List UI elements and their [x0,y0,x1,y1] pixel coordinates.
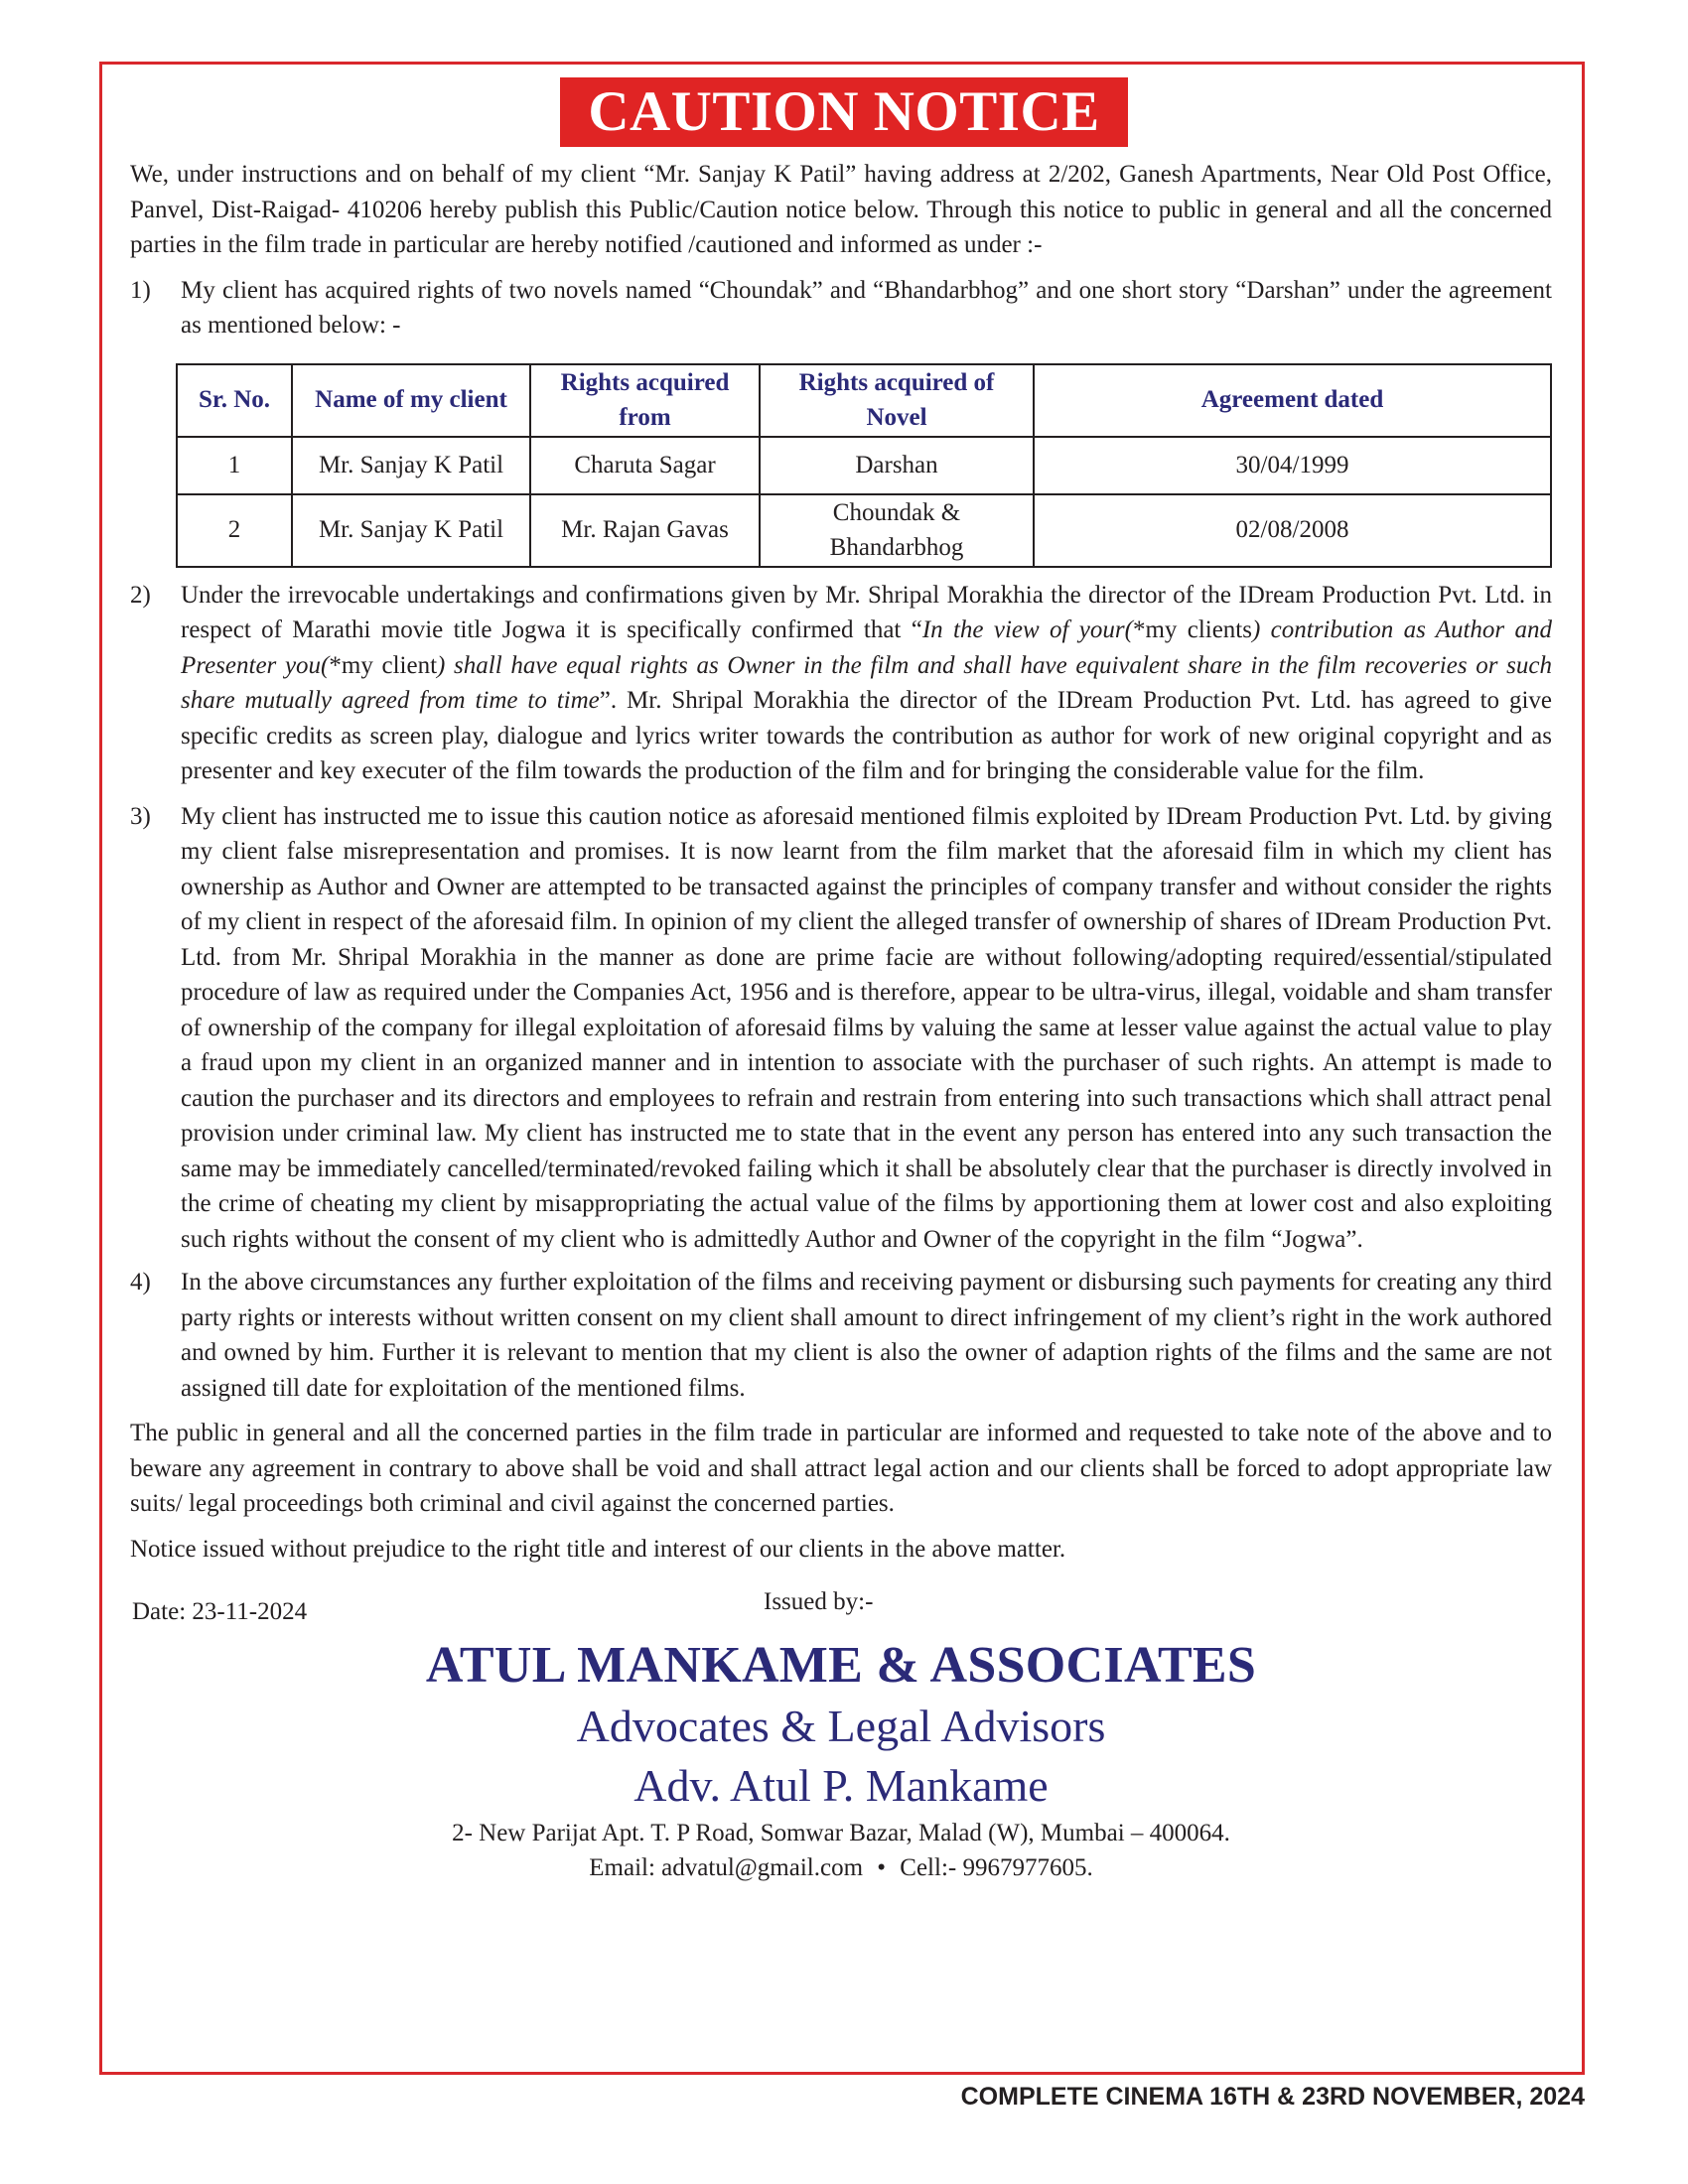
signature-header [130,1584,1552,1639]
cell-client-name: Mr. Sanjay K Patil [292,437,530,494]
table-header-row [177,364,1551,437]
notice-date: Date: 23-11-2024 [132,1598,308,1625]
notice-body [130,157,1552,1885]
item-text-part: ”. Mr. Shripal Morakhia the director of the IDream Production Pvt. Ltd. has agreed to give specific credits as screen play, dialogue and lyrics writer towards the contribution as author for work of new original copyright and as presenter and key executer of the film towards the production of the film and for bringing the considerable value for the film. [181,687,1552,784]
list-item-4 [130,1265,1552,1406]
item-text-part: Under the irrevocable undertakings and confirmations given by Mr. Shripal Morakhia the director of the IDream Production Pvt. Ltd. in respect of Marathi movie title Jogwa it is specifically confirmed that “ [181,581,1552,643]
rights-table [176,363,1552,568]
firm-subtitle: Advocates & Legal Advisors [576,1701,1106,1751]
list-item-1 [130,273,1552,343]
cell-client-name: Mr. Sanjay K Patil [292,494,530,567]
quote-italic: ) contribution as Author and Presenter you( [181,616,1552,679]
closing-paragraph: The public in general and all the concerned parties in the film trade in particular are informed and requested to take note of the above and to beware any agreement in contrary to above shall be void and shall attract legal action and our clients shall be forced to adopt appropriate law suits/ legal proceedings both criminal and civil against the concerned parties. [130,1420,1552,1517]
email-text: Email: advatul@gmail.com [589,1854,864,1881]
without-prejudice-line: Notice issued without prejudice to the right title and interest of our clients in the above matter. [130,1535,1066,1563]
item-number: 3) [130,802,151,830]
header-sr-no: Sr. No. [177,364,292,437]
contact-line [130,1850,1552,1885]
quote-italic: In the view of your( [921,616,1133,643]
header-rights-novel: Rights acquired of Novel [760,364,1034,437]
item-number: 4) [130,1269,151,1296]
intro-paragraph: We, under instructions and on behalf of my client “Mr. Sanjay K Patil” having address at 2/202, Ganesh Apartments, Near Old Post Office, Panvel, Dist-Raigad- 410206 hereby publish this Public/Caution notice below. Through this notice to public in general and all the concerned parties in the film trade in particular are hereby notified /cautioned and informed as under :- [130,161,1552,258]
cell-rights-novel: Choundak & Bhandarbhog [760,494,1034,567]
item-text: My client has acquired rights of two novels named “Choundak” and “Bhandarbhog” and one short story “Darshan” under the agreement as mentioned below: - [181,276,1552,339]
table-row [177,437,1551,494]
header-agreement-date: Agreement dated [1034,364,1551,437]
list-item-2 [130,578,1552,789]
quote-italic: ) shall have equal rights as Owner in the film and shall have equivalent share in the film recoveries or such share mutually agreed from time to time [181,651,1552,714]
firm-name: ATUL MANKAME & ASSOCIATES [425,1637,1257,1694]
list-item-3 [130,799,1552,1258]
title-container [0,77,1688,147]
table-row [177,494,1551,567]
bullet-separator: • [877,1854,887,1881]
item-text [181,578,1552,789]
item-text: My client has instructed me to issue this caution notice as aforesaid mentioned filmis exploited by IDream Production Pvt. Ltd. by giving my client false misrepresentation and promises. It is now learnt from the film market that the aforesaid film in which my client has ownership as Author and Owner are attempted to be transacted against the principles of company transfer and without consider the rights of my client in respect of the aforesaid film. In opinion of my client the alleged transfer of ownership of shares of IDream Production Pvt. Ltd. from Mr. Shripal Morakhia in the manner as done are prime facie are without following/adopting required/essential/stipulated procedure of law as required under the Companies Act, 1956 and is therefore, appear to be ultra-virus, illegal, voidable and sham transfer of ownership of the company for illegal exploitation of aforesaid films by valuing the same at lesser value against the actual value to play a fraud upon my client in an organized manner and in intention to associate with the purchaser of such rights. An attempt is made to caution the purchaser and its directors and employees to refrain and restrain from entering into such transactions which shall attract penal provision under criminal law. My client has instructed me to state that in the event any person has entered into any such transaction the same may be immediately cancelled/terminated/revoked failing which it shall be absolutely clear that the purchaser is directly involved in the crime of cheating my client by misappropriating the actual value of the films by apportioning them at lower cost and also exploiting such rights without the consent of my client who is admittedly Author and Owner of the copyright in the film “Jogwa”. [181,802,1552,1253]
header-client-name: Name of my client [292,364,530,437]
cell-agreement-date: 02/08/2008 [1034,494,1551,567]
cell-rights-from: Mr. Rajan Gavas [530,494,760,567]
publication-footer: COMPLETE CINEMA 16TH & 23RD NOVEMBER, 2024 [960,2083,1585,2111]
cell-sr-no: 1 [177,437,292,494]
advocate-name: Adv. Atul P. Mankame [633,1760,1049,1811]
header-rights-from: Rights acquired from [530,364,760,437]
cell-rights-from: Charuta Sagar [530,437,760,494]
quote-plain: *my client [329,651,438,679]
item-number: 1) [130,276,151,304]
issued-by-label: Issued by:- [764,1588,874,1615]
quote-plain: *my clients [1132,616,1252,643]
notice-title: CAUTION NOTICE [560,77,1127,147]
cell-rights-novel: Darshan [760,437,1034,494]
cell-number-text: Cell:- 9967977605. [900,1854,1093,1881]
item-number: 2) [130,581,151,609]
firm-address: 2- New Parijat Apt. T. P Road, Somwar Bazar, Malad (W), Mumbai – 400064. [452,1820,1230,1846]
cell-agreement-date: 30/04/1999 [1034,437,1551,494]
cell-sr-no: 2 [177,494,292,567]
item-text: In the above circumstances any further exploitation of the films and receiving payment or disbursing such payments for creating any third party rights or interests without written consent on my client shall amount to direct infringement of my client’s right in the work authored and owned by him. Further it is relevant to mention that my client is also the owner of adaption rights of the films and the same are not assigned till date for exploitation of the mentioned films. [181,1269,1552,1402]
